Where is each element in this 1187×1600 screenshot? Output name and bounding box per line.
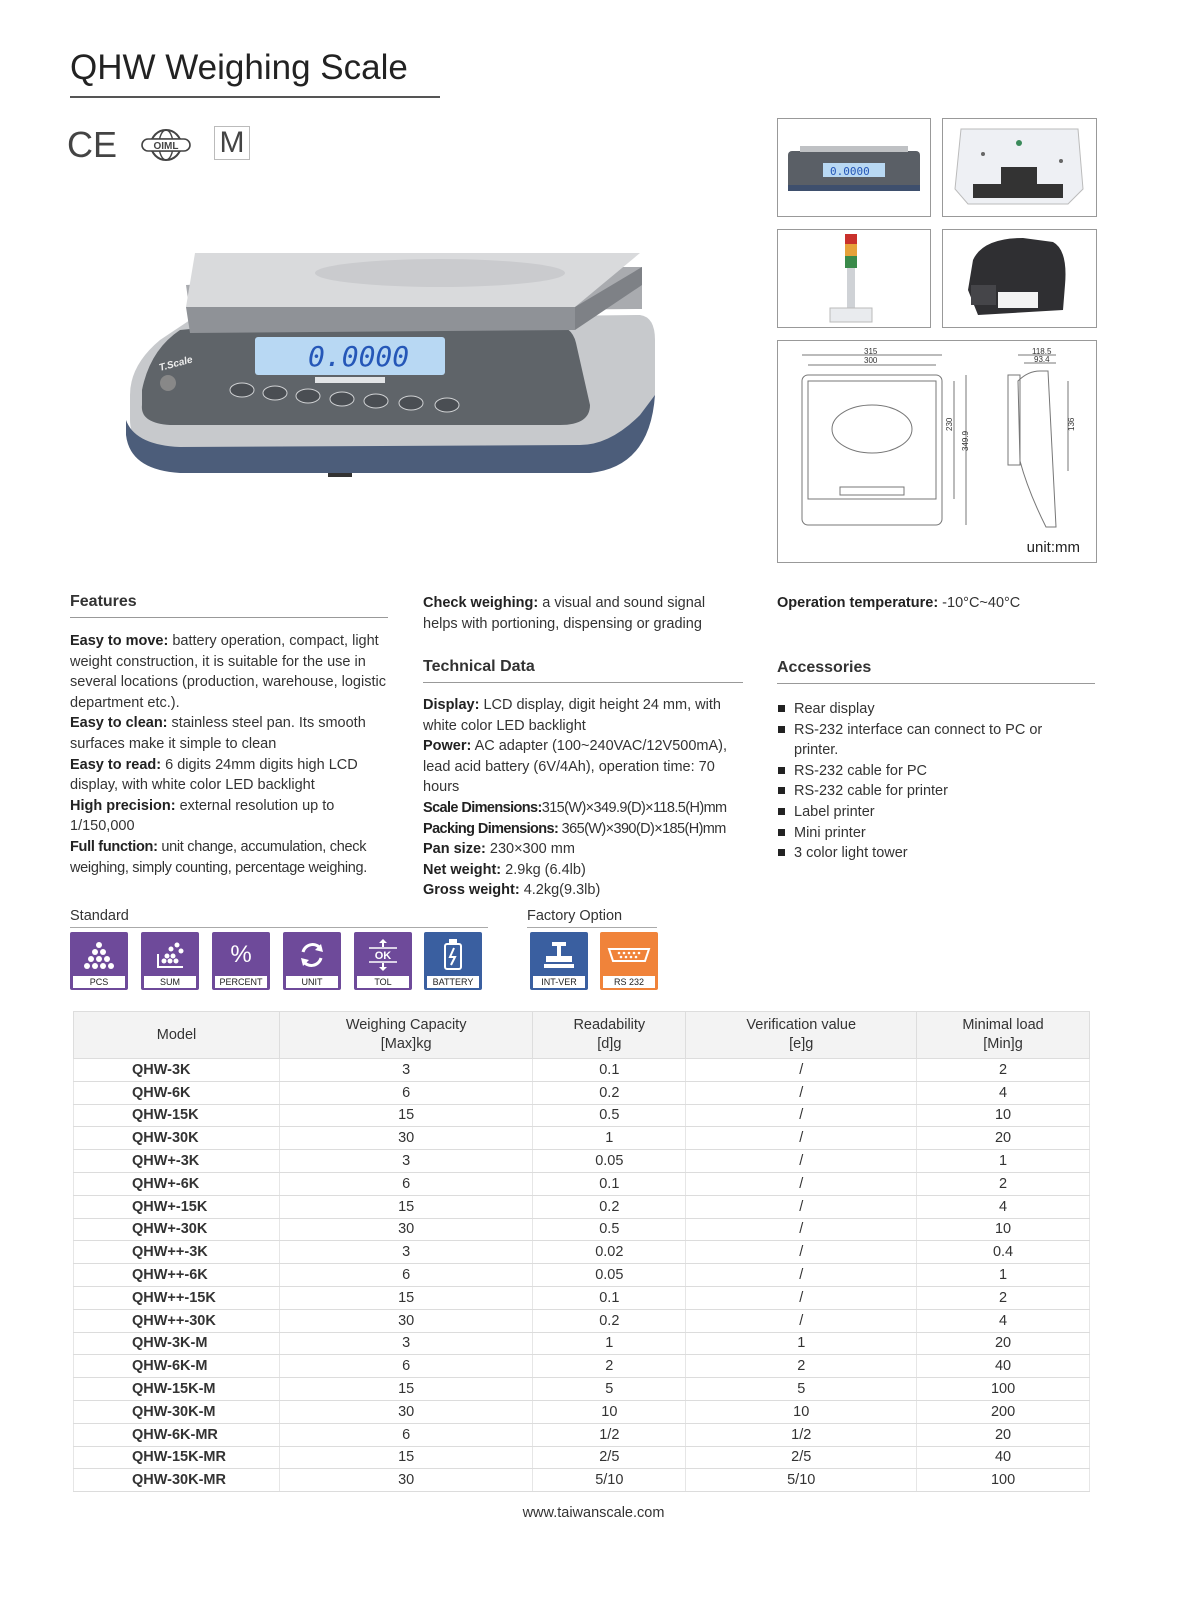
table-cell: 15 bbox=[280, 1446, 533, 1469]
table-row bbox=[74, 1423, 1090, 1446]
table-cell: QHW++-30K bbox=[74, 1309, 280, 1332]
table-cell: 0.2 bbox=[533, 1081, 686, 1104]
tolerance-feature-icon: OK TOL bbox=[354, 932, 412, 990]
table-cell: 1 bbox=[686, 1332, 917, 1355]
table-cell: 40 bbox=[917, 1446, 1090, 1469]
table-cell: / bbox=[686, 1309, 917, 1332]
table-cell: QHW-15K-M bbox=[74, 1378, 280, 1401]
table-cell: QHW-30K bbox=[74, 1127, 280, 1150]
table-row bbox=[74, 1286, 1090, 1309]
table-row bbox=[74, 1400, 1090, 1423]
unit-label: unit:mm bbox=[1026, 539, 1080, 556]
header-capacity: Weighing Capacity [Max]kg bbox=[280, 1012, 533, 1059]
table-cell: QHW+-30K bbox=[74, 1218, 280, 1241]
table-cell: 30 bbox=[280, 1127, 533, 1150]
table-cell: 20 bbox=[917, 1127, 1090, 1150]
list-item: Label printer bbox=[777, 802, 1077, 823]
svg-text:300: 300 bbox=[864, 356, 878, 365]
table-cell: 3 bbox=[280, 1059, 533, 1082]
list-item: RS-232 cable for printer bbox=[777, 781, 1077, 802]
table-header-row bbox=[74, 1012, 1090, 1059]
table-row bbox=[74, 1127, 1090, 1150]
technical-item: Net weight: 2.9kg (6.4lb) bbox=[423, 861, 586, 878]
table-cell: 1/2 bbox=[533, 1423, 686, 1446]
table-body bbox=[74, 1059, 1090, 1492]
table-cell: 5/10 bbox=[533, 1469, 686, 1492]
factory-rule bbox=[527, 927, 657, 928]
table-row bbox=[74, 1104, 1090, 1127]
svg-text:349.9: 349.9 bbox=[961, 430, 970, 451]
table-row bbox=[74, 1355, 1090, 1378]
table-cell: 10 bbox=[533, 1400, 686, 1423]
oiml-mark-icon bbox=[140, 126, 192, 164]
table-cell: 1 bbox=[917, 1150, 1090, 1173]
table-cell: QHW-6K-M bbox=[74, 1355, 280, 1378]
table-cell: 10 bbox=[686, 1400, 917, 1423]
rs232-feature-icon: RS 232 bbox=[600, 932, 658, 990]
table-cell: QHW-3K-M bbox=[74, 1332, 280, 1355]
table-row bbox=[74, 1059, 1090, 1082]
svg-text:315: 315 bbox=[864, 347, 878, 356]
table-cell: 0.5 bbox=[533, 1218, 686, 1241]
scale-product-image bbox=[120, 245, 660, 485]
mini-printer-photo bbox=[942, 229, 1097, 328]
table-cell: 10 bbox=[917, 1104, 1090, 1127]
table-cell: 0.1 bbox=[533, 1059, 686, 1082]
table-cell: 0.02 bbox=[533, 1241, 686, 1264]
table-cell: 5/10 bbox=[686, 1469, 917, 1492]
table-cell: 3 bbox=[280, 1241, 533, 1264]
header-readability: Readability [d]g bbox=[533, 1012, 686, 1059]
table-cell: 20 bbox=[917, 1332, 1090, 1355]
table-cell: 100 bbox=[917, 1378, 1090, 1401]
table-cell: 5 bbox=[533, 1378, 686, 1401]
feature-item: Easy to clean: stainless steel pan. Its smooth surfaces make it simple to clean bbox=[70, 715, 366, 752]
battery-feature-icon: BATTERY bbox=[424, 932, 482, 990]
table-cell: 30 bbox=[280, 1400, 533, 1423]
technical-item: Scale Dimensions:315(W)×349.9(D)×118.5(H)mm bbox=[423, 799, 727, 816]
unit-feature-icon: UNIT bbox=[283, 932, 341, 990]
table-row bbox=[74, 1081, 1090, 1104]
table-cell: 3 bbox=[280, 1150, 533, 1173]
table-cell: QHW++-15K bbox=[74, 1286, 280, 1309]
list-item: RS-232 interface can connect to PC or printer. bbox=[777, 720, 1077, 761]
table-cell: 15 bbox=[280, 1286, 533, 1309]
table-cell: / bbox=[686, 1241, 917, 1264]
feature-item: Easy to read: 6 digits 24mm digits high LCD display, with white color LED backlight bbox=[70, 756, 358, 794]
table-cell: 0.1 bbox=[533, 1286, 686, 1309]
technical-list bbox=[423, 695, 745, 901]
svg-text:230: 230 bbox=[945, 417, 954, 431]
table-cell: 2 bbox=[917, 1286, 1090, 1309]
table-row bbox=[74, 1241, 1090, 1264]
table-cell: 30 bbox=[280, 1218, 533, 1241]
feature-item: Easy to move: battery operation, compact, light weight construction, it is suitable for the use in several locations (production, warehouse, logistic department etc.). bbox=[70, 633, 386, 711]
feature-item: High precision: external resolution up to 1/150,000 bbox=[70, 797, 335, 835]
svg-text:118.5: 118.5 bbox=[1032, 347, 1052, 356]
table-row bbox=[74, 1446, 1090, 1469]
table-cell: / bbox=[686, 1172, 917, 1195]
list-item: 3 color light tower bbox=[777, 843, 1077, 864]
table-cell: 1 bbox=[533, 1332, 686, 1355]
svg-text:OK: OK bbox=[374, 950, 392, 962]
accessories-heading: Accessories bbox=[777, 659, 872, 676]
table-cell: 6 bbox=[280, 1355, 533, 1378]
table-cell: 15 bbox=[280, 1195, 533, 1218]
table-cell: 200 bbox=[917, 1400, 1090, 1423]
table-cell: 30 bbox=[280, 1309, 533, 1332]
table-cell: 0.05 bbox=[533, 1264, 686, 1287]
title-underline bbox=[70, 96, 440, 98]
table-cell: / bbox=[686, 1286, 917, 1309]
dimensions-drawing bbox=[777, 340, 1097, 563]
svg-text:T.Scale: T.Scale bbox=[157, 354, 194, 374]
svg-text:136: 136 bbox=[1067, 417, 1076, 431]
standard-label: Standard bbox=[70, 908, 129, 924]
svg-text:0.0000: 0.0000 bbox=[830, 165, 870, 178]
list-item: Rear display bbox=[777, 699, 1077, 720]
table-cell: 6 bbox=[280, 1264, 533, 1287]
table-row bbox=[74, 1332, 1090, 1355]
metrology-m-mark: M bbox=[214, 126, 250, 160]
table-cell: 6 bbox=[280, 1423, 533, 1446]
table-row bbox=[74, 1218, 1090, 1241]
table-cell: 2/5 bbox=[533, 1446, 686, 1469]
percent-feature-icon: % PERCENT bbox=[212, 932, 270, 990]
technical-item: Gross weight: 4.2kg(9.3lb) bbox=[423, 882, 601, 899]
table-cell: / bbox=[686, 1127, 917, 1150]
header-verification: Verification value [e]g bbox=[686, 1012, 917, 1059]
oiml-text: OIML bbox=[153, 141, 179, 152]
table-cell: QHW-3K bbox=[74, 1059, 280, 1082]
standard-rule bbox=[70, 927, 488, 928]
table-cell: / bbox=[686, 1104, 917, 1127]
table-row bbox=[74, 1172, 1090, 1195]
table-cell: 2 bbox=[686, 1355, 917, 1378]
table-cell: 2/5 bbox=[686, 1446, 917, 1469]
table-row bbox=[74, 1309, 1090, 1332]
operation-temperature: Operation temperature: -10°C~40°C bbox=[777, 595, 1021, 611]
table-cell: 0.2 bbox=[533, 1309, 686, 1332]
table-cell: QHW+-15K bbox=[74, 1195, 280, 1218]
features-heading: Features bbox=[70, 593, 137, 610]
table-cell: 0.5 bbox=[533, 1104, 686, 1127]
list-item: Mini printer bbox=[777, 823, 1077, 844]
footer-url: www.taiwanscale.com bbox=[522, 1505, 665, 1521]
table-cell: 4 bbox=[917, 1081, 1090, 1104]
sum-feature-icon: SUM bbox=[141, 932, 199, 990]
table-cell: / bbox=[686, 1264, 917, 1287]
table-cell: QHW-30K-M bbox=[74, 1400, 280, 1423]
table-cell: 1/2 bbox=[686, 1423, 917, 1446]
table-cell: 2 bbox=[917, 1059, 1090, 1082]
svg-text:93.4: 93.4 bbox=[1034, 355, 1050, 364]
accessories-rule bbox=[777, 683, 1095, 684]
check-weighing-text: Check weighing: a visual and sound signal helps with portioning, dispensing or grading bbox=[423, 595, 706, 632]
table-cell: / bbox=[686, 1081, 917, 1104]
pcs-feature-icon: PCS bbox=[70, 932, 128, 990]
table-cell: 100 bbox=[917, 1469, 1090, 1492]
header-model: Model bbox=[74, 1012, 280, 1059]
header-min-load: Minimal load [Min]g bbox=[917, 1012, 1090, 1059]
table-cell: QHW++-6K bbox=[74, 1264, 280, 1287]
table-cell: 0.05 bbox=[533, 1150, 686, 1173]
table-cell: 6 bbox=[280, 1172, 533, 1195]
light-tower-photo bbox=[777, 229, 931, 328]
technical-rule bbox=[423, 682, 743, 683]
table-cell: QHW-6K-MR bbox=[74, 1423, 280, 1446]
table-cell: 40 bbox=[917, 1355, 1090, 1378]
page-title: QHW Weighing Scale bbox=[70, 48, 408, 87]
table-cell: / bbox=[686, 1150, 917, 1173]
technical-item: Power: AC adapter (100~240VAC/12V500mA), lead acid battery (6V/4Ah), operation time: 70 hours bbox=[423, 738, 727, 796]
table-row bbox=[74, 1150, 1090, 1173]
table-cell: 3 bbox=[280, 1332, 533, 1355]
table-row bbox=[74, 1195, 1090, 1218]
table-cell: / bbox=[686, 1195, 917, 1218]
table-cell: 15 bbox=[280, 1378, 533, 1401]
lcd-reading: 0.0000 bbox=[308, 340, 410, 373]
int-ver-feature-icon: INT-VER bbox=[530, 932, 588, 990]
rear-display-photo bbox=[777, 118, 931, 217]
table-cell: QHW++-3K bbox=[74, 1241, 280, 1264]
table-cell: 4 bbox=[917, 1195, 1090, 1218]
table-cell: QHW-15K bbox=[74, 1104, 280, 1127]
technical-item: Packing Dimensions: 365(W)×390(D)×185(H)mm bbox=[423, 820, 726, 837]
feature-item: Full function: unit change, accumulation, check weighing, simply counting, percentage weighing. bbox=[70, 838, 368, 876]
table-cell: 4 bbox=[917, 1309, 1090, 1332]
table-cell: 0.2 bbox=[533, 1195, 686, 1218]
table-cell: 6 bbox=[280, 1081, 533, 1104]
list-item: RS-232 cable for PC bbox=[777, 761, 1077, 782]
table-row bbox=[74, 1378, 1090, 1401]
table-cell: 1 bbox=[533, 1127, 686, 1150]
table-cell: 15 bbox=[280, 1104, 533, 1127]
table-cell: 5 bbox=[686, 1378, 917, 1401]
table-cell: QHW+-3K bbox=[74, 1150, 280, 1173]
features-list bbox=[70, 631, 388, 878]
table-cell: 0.1 bbox=[533, 1172, 686, 1195]
table-cell: QHW-6K bbox=[74, 1081, 280, 1104]
table-cell: / bbox=[686, 1218, 917, 1241]
table-row bbox=[74, 1264, 1090, 1287]
table-cell: 10 bbox=[917, 1218, 1090, 1241]
table-cell: QHW+-6K bbox=[74, 1172, 280, 1195]
accessories-list bbox=[777, 699, 1077, 864]
ce-mark-icon: CE bbox=[67, 124, 118, 165]
table-cell: 30 bbox=[280, 1469, 533, 1492]
features-rule bbox=[70, 617, 388, 618]
table-cell: QHW-30K-MR bbox=[74, 1469, 280, 1492]
scale-bottom-photo bbox=[942, 118, 1097, 217]
table-cell: / bbox=[686, 1059, 917, 1082]
technical-item: Pan size: 230×300 mm bbox=[423, 841, 575, 858]
factory-option-label: Factory Option bbox=[527, 908, 623, 924]
technical-item: Display: LCD display, digit height 24 mm, with white color LED backlight bbox=[423, 697, 721, 734]
model-spec-table bbox=[73, 1011, 1090, 1492]
table-cell: 2 bbox=[917, 1172, 1090, 1195]
technical-heading: Technical Data bbox=[423, 658, 535, 675]
table-cell: 1 bbox=[917, 1264, 1090, 1287]
table-row bbox=[74, 1469, 1090, 1492]
table-cell: QHW-15K-MR bbox=[74, 1446, 280, 1469]
table-cell: 0.4 bbox=[917, 1241, 1090, 1264]
table-cell: 20 bbox=[917, 1423, 1090, 1446]
table-cell: 2 bbox=[533, 1355, 686, 1378]
